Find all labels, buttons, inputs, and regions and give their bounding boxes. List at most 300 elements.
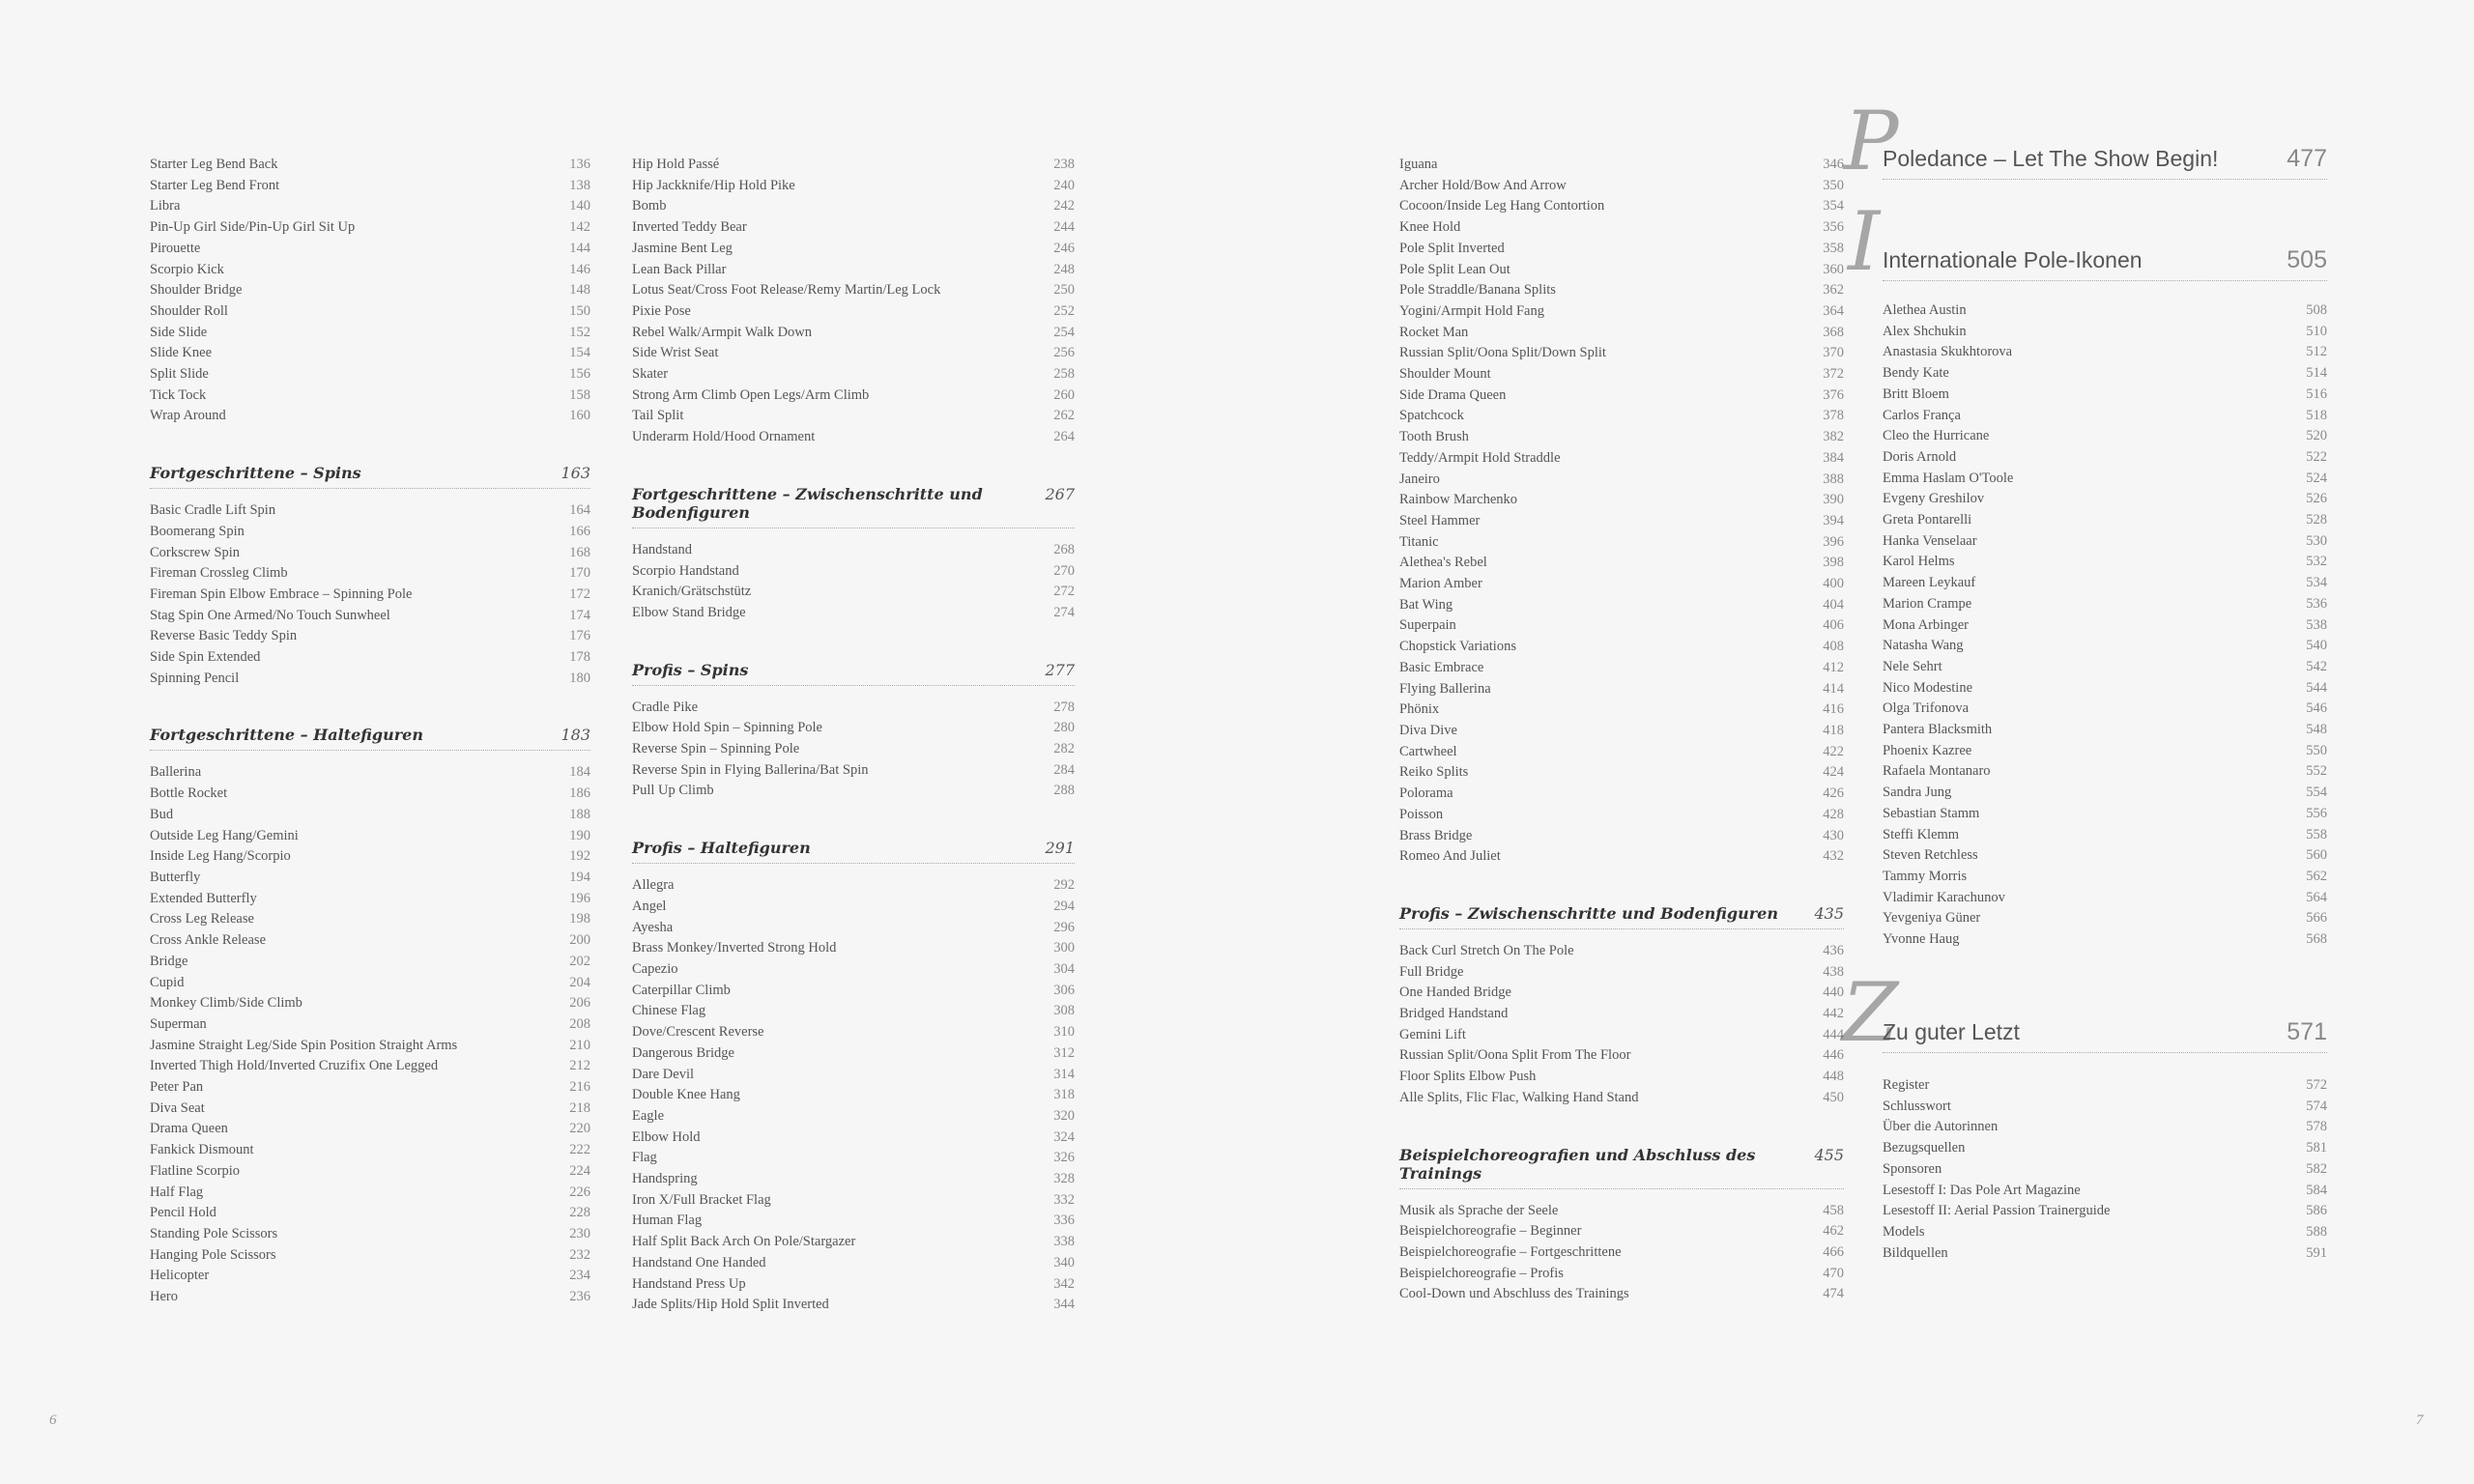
entry-title: Diva Dive (1399, 722, 1457, 738)
entry-title: Beispielchoreografie – Fortgeschrittene (1399, 1243, 1622, 1260)
entry-page: 554 (2306, 785, 2327, 801)
entry-page: 550 (2306, 742, 2327, 758)
entry-title: Tammy Morris (1883, 868, 1968, 884)
entry-title: Reverse Spin in Flying Ballerina/Bat Spin (632, 761, 869, 778)
entry-title: Monkey Climb/Side Climb (150, 995, 302, 1012)
chapter-heading (1883, 145, 2327, 180)
entry-page: 292 (1053, 877, 1075, 894)
entry-page: 208 (569, 1015, 590, 1032)
entry-page: 236 (569, 1289, 590, 1305)
toc-entry (632, 1022, 1075, 1043)
entry-title: Sebastian Stamm (1883, 805, 1980, 821)
entry-title: Helicopter (150, 1268, 210, 1284)
entry-page: 540 (2306, 638, 2327, 654)
entry-page: 224 (569, 1162, 590, 1179)
entry-list (1399, 155, 1844, 868)
toc-entry (150, 217, 590, 239)
entry-page: 474 (1823, 1286, 1844, 1302)
entry-title: Extended Butterfly (150, 890, 257, 906)
toc-entry (150, 260, 590, 281)
entry-page: 238 (1053, 157, 1075, 172)
toc-entry (1883, 867, 2327, 888)
toc-entry (632, 1253, 1075, 1274)
entry-title: Spatchcock (1399, 408, 1464, 424)
entry-page: 390 (1823, 492, 1844, 508)
entry-page: 564 (2306, 889, 2327, 905)
entry-title: Side Drama Queen (1399, 386, 1507, 403)
entry-page: 144 (569, 240, 590, 256)
entry-list (1399, 941, 1844, 1109)
entry-page: 458 (1823, 1202, 1844, 1218)
entry-page: 384 (1823, 449, 1844, 466)
entry-page: 212 (569, 1058, 590, 1074)
entry-page: 174 (569, 607, 590, 623)
entry-page: 470 (1823, 1265, 1844, 1281)
entry-title: Chopstick Variations (1399, 639, 1516, 655)
toc-entry (150, 1077, 590, 1099)
toc-entry (632, 582, 1075, 603)
entry-title: Scorpio Kick (150, 261, 224, 277)
toc-entry (150, 1203, 590, 1224)
entry-list (150, 155, 590, 427)
entry-page: 342 (1053, 1275, 1075, 1292)
entry-title: Corkscrew Spin (150, 544, 241, 560)
entry-title: Emma Haslam O'Toole (1883, 470, 2014, 486)
entry-page: 538 (2306, 616, 2327, 633)
entry-page: 340 (1053, 1254, 1075, 1270)
toc-entry (150, 364, 590, 385)
toc-entry (150, 1099, 590, 1120)
entry-page: 548 (2306, 722, 2327, 738)
toc-entry (1399, 280, 1844, 301)
entry-page: 360 (1823, 261, 1844, 277)
entry-page: 150 (569, 302, 590, 319)
toc-entry (1399, 470, 1844, 491)
entry-title: Handstand One Handed (632, 1254, 766, 1270)
entry-title: Cocoon/Inside Leg Hang Contortion (1399, 198, 1605, 214)
entry-title: Pull Up Climb (632, 783, 714, 799)
entry-title: Bridged Handstand (1399, 1006, 1509, 1022)
entry-page: 270 (1053, 562, 1075, 579)
toc-entry (1883, 300, 2327, 322)
entry-page: 568 (2306, 931, 2327, 948)
entry-page: 438 (1823, 963, 1844, 980)
entry-page: 450 (1823, 1089, 1844, 1105)
entry-title: Cool-Down und Abschluss des Trainings (1399, 1286, 1629, 1302)
toc-entry (150, 301, 590, 323)
section-page: 267 (1045, 484, 1075, 503)
entry-title: Rafaela Montanaro (1883, 763, 1991, 780)
entry-title: Cupid (150, 974, 185, 990)
entry-page: 466 (1823, 1243, 1844, 1260)
entry-title: Janeiro (1399, 471, 1440, 487)
entry-page: 308 (1053, 1003, 1075, 1019)
entry-page: 418 (1823, 722, 1844, 738)
entry-title: Mareen Leykauf (1883, 575, 1976, 591)
entry-title: Basic Embrace (1399, 659, 1484, 675)
entry-page: 192 (569, 848, 590, 865)
entry-title: Starter Leg Bend Back (150, 157, 278, 172)
toc-entry (632, 385, 1075, 407)
entry-page: 294 (1053, 898, 1075, 914)
toc-entry (632, 1001, 1075, 1022)
toc-entry (1883, 761, 2327, 783)
entry-title: Handstand (632, 541, 693, 557)
toc-entry (150, 196, 590, 217)
entry-page: 240 (1053, 177, 1075, 193)
toc-entry (632, 781, 1075, 802)
entry-title: Doris Arnold (1883, 448, 1957, 465)
entry-page: 406 (1823, 617, 1844, 634)
entry-title: Hero (150, 1289, 178, 1305)
entry-page: 262 (1053, 408, 1075, 424)
toc-section (632, 661, 1075, 803)
entry-title: Nele Sehrt (1883, 658, 1942, 674)
toc-entry (150, 1036, 590, 1057)
section-title: Fortgeschrittene – Zwischenschritte und Bodenfiguren (632, 484, 983, 522)
entry-title: Reverse Basic Teddy Spin (150, 628, 298, 644)
entry-title: Cross Leg Release (150, 911, 254, 928)
toc-column-1 (150, 155, 590, 1308)
entry-list (632, 698, 1075, 803)
entry-page: 582 (2306, 1160, 2327, 1177)
entry-title: Cartwheel (1399, 743, 1457, 759)
entry-page: 344 (1053, 1297, 1075, 1313)
entry-page: 260 (1053, 386, 1075, 403)
entry-title: Schlusswort (1883, 1098, 1951, 1114)
toc-entry (150, 762, 590, 784)
entry-title: Beispielchoreografie – Profis (1399, 1265, 1564, 1281)
entry-title: Alethea's Rebel (1399, 555, 1487, 571)
toc-entry (632, 1295, 1075, 1316)
entry-title: Eagle (632, 1107, 665, 1124)
toc-entry (1883, 699, 2327, 720)
entry-page: 194 (569, 869, 590, 885)
toc-entry (1883, 489, 2327, 510)
entry-title: Pencil Hold (150, 1205, 216, 1221)
toc-entry (632, 260, 1075, 281)
entry-page: 152 (569, 324, 590, 340)
entry-title: Alex Shchukin (1883, 323, 1967, 339)
entry-page: 272 (1053, 584, 1075, 600)
entry-title: Vladimir Karachunov (1883, 889, 2005, 905)
entry-title: Half Split Back Arch On Pole/Stargazer (632, 1234, 856, 1250)
toc-entry (1883, 510, 2327, 531)
toc-entry (1883, 929, 2327, 951)
entry-page: 250 (1053, 282, 1075, 299)
entry-page: 368 (1823, 324, 1844, 340)
entry-page: 186 (569, 785, 590, 802)
entry-page: 520 (2306, 428, 2327, 444)
entry-title: Hanka Venselaar (1883, 532, 1977, 549)
entry-page: 558 (2306, 826, 2327, 842)
entry-page: 220 (569, 1121, 590, 1137)
section-heading (1399, 904, 1844, 929)
toc-entry (1399, 595, 1844, 616)
toc-entry (150, 846, 590, 868)
section-page: 291 (1045, 839, 1075, 858)
entry-page: 146 (569, 261, 590, 277)
toc-entry (150, 585, 590, 606)
toc-section (1399, 904, 1844, 1109)
entry-page: 218 (569, 1099, 590, 1116)
toc-entry (1399, 962, 1844, 984)
toc-entry (632, 540, 1075, 561)
entry-title: Models (1883, 1223, 1925, 1240)
entry-title: Standing Pole Scissors (150, 1225, 278, 1241)
entry-page: 552 (2306, 763, 2327, 780)
entry-title: Handstand Press Up (632, 1275, 746, 1292)
toc-entry (1399, 260, 1844, 281)
toc-entry (632, 938, 1075, 959)
entry-page: 326 (1053, 1150, 1075, 1166)
section-page: 435 (1814, 903, 1844, 923)
entry-title: Reiko Splits (1399, 764, 1469, 781)
entry-page: 170 (569, 565, 590, 582)
entry-title: Scorpio Handstand (632, 562, 739, 579)
entry-page: 200 (569, 932, 590, 949)
entry-title: Diva Seat (150, 1099, 205, 1116)
toc-entry (632, 718, 1075, 739)
entry-list (150, 500, 590, 689)
entry-page: 586 (2306, 1203, 2327, 1219)
entry-title: Alethea Austin (1883, 302, 1967, 318)
toc-entry (150, 647, 590, 669)
entry-title: Sandra Jung (1883, 785, 1952, 801)
toc-entry (1883, 552, 2327, 573)
entry-page: 408 (1823, 639, 1844, 655)
toc-section (1399, 1146, 1844, 1306)
entry-title: Steffi Klemm (1883, 826, 1960, 842)
entry-title: Peter Pan (150, 1079, 204, 1096)
toc-entry (1399, 615, 1844, 637)
toc-entry (1883, 1222, 2327, 1243)
toc-entry (1399, 301, 1844, 323)
entry-page: 324 (1053, 1128, 1075, 1145)
toc-entry (150, 543, 590, 564)
entry-title: Pixie Pose (632, 302, 691, 319)
entry-page: 578 (2306, 1119, 2327, 1135)
entry-title: Allegra (632, 877, 675, 894)
entry-page: 508 (2306, 302, 2327, 318)
toc-section (150, 726, 590, 1307)
decorative-initial-p: P (1844, 94, 1899, 188)
entry-title: Fireman Crossleg Climb (150, 565, 288, 582)
entry-title: Skater (632, 366, 669, 383)
entry-title: Lotus Seat/Cross Foot Release/Remy Martin/Leg Lock (632, 282, 941, 299)
entry-page: 446 (1823, 1047, 1844, 1064)
toc-entry (1399, 217, 1844, 239)
toc-entry (1399, 490, 1844, 511)
entry-title: Back Curl Stretch On The Pole (1399, 942, 1574, 958)
entry-title: Side Spin Extended (150, 649, 261, 666)
entry-title: Cross Ankle Release (150, 932, 267, 949)
chapter-title: Poledance – Let The Show Begin! (1883, 146, 2219, 171)
toc-entry (1399, 1242, 1844, 1264)
entry-title: Side Wrist Seat (632, 345, 719, 361)
toc-entry (632, 959, 1075, 981)
entry-page: 204 (569, 974, 590, 990)
toc-entry (1883, 426, 2327, 447)
toc-entry (632, 1106, 1075, 1127)
toc-entry (150, 1140, 590, 1161)
entry-title: Archer Hold/Bow And Arrow (1399, 177, 1567, 193)
entry-page: 196 (569, 890, 590, 906)
entry-title: Pole Split Inverted (1399, 240, 1505, 256)
entry-title: Olga Trifonova (1883, 700, 1970, 717)
entry-title: Bomb (632, 198, 667, 214)
entry-page: 318 (1053, 1087, 1075, 1103)
entry-title: Split Slide (150, 366, 209, 383)
section-page: 163 (561, 464, 590, 483)
entry-page: 444 (1823, 1026, 1844, 1042)
entry-page: 206 (569, 995, 590, 1012)
entry-title: Strong Arm Climb Open Legs/Arm Climb (632, 386, 870, 403)
entry-page: 280 (1053, 720, 1075, 736)
entry-page: 376 (1823, 386, 1844, 403)
entry-page: 140 (569, 198, 590, 214)
entry-page: 232 (569, 1246, 590, 1263)
toc-entry (632, 760, 1075, 782)
toc-entry (1883, 1159, 2327, 1181)
entry-title: Mona Arbinger (1883, 616, 1969, 633)
entry-page: 226 (569, 1184, 590, 1200)
toc-entry (150, 385, 590, 407)
toc-entry (1399, 826, 1844, 847)
entry-page: 440 (1823, 985, 1844, 1001)
section-title: Beispielchoreografien und Abschluss des Trainings (1399, 1145, 1756, 1183)
entry-title: Superpain (1399, 617, 1456, 634)
entry-page: 398 (1823, 555, 1844, 571)
toc-entry (1399, 1264, 1844, 1285)
entry-page: 258 (1053, 366, 1075, 383)
entry-page: 378 (1823, 408, 1844, 424)
entry-page: 188 (569, 806, 590, 822)
entry-title: Hanging Pole Scissors (150, 1246, 276, 1263)
entry-page: 430 (1823, 827, 1844, 843)
toc-entry (1399, 1025, 1844, 1046)
entry-title: Anastasia Skukhtorova (1883, 344, 2013, 360)
entry-page: 356 (1823, 219, 1844, 236)
entry-page: 198 (569, 911, 590, 928)
toc-entry (632, 1043, 1075, 1065)
toc-entry (1883, 322, 2327, 343)
entry-title: Hip Jackknife/Hip Hold Pike (632, 177, 795, 193)
entry-page: 350 (1823, 177, 1844, 193)
entry-page: 274 (1053, 604, 1075, 620)
toc-entry (632, 1274, 1075, 1296)
entry-title: Half Flag (150, 1184, 204, 1200)
toc-section (150, 464, 590, 689)
entry-page: 264 (1053, 429, 1075, 445)
toc-entry (632, 364, 1075, 385)
entry-page: 148 (569, 282, 590, 299)
toc-column-3 (1399, 155, 1844, 1305)
toc-entry (1399, 448, 1844, 470)
entry-page: 534 (2306, 575, 2327, 591)
entry-title: Reverse Spin – Spinning Pole (632, 741, 800, 757)
section-page: 277 (1045, 660, 1075, 679)
toc-entry (1399, 1221, 1844, 1242)
toc-entry (1883, 845, 2327, 867)
entry-title: Carlos França (1883, 407, 1961, 423)
entry-title: Lesestoff I: Das Pole Art Magazine (1883, 1182, 2081, 1198)
entry-title: Dare Devil (632, 1066, 695, 1082)
entry-page: 436 (1823, 942, 1844, 958)
entry-page: 244 (1053, 219, 1075, 236)
entry-title: Yvonne Haug (1883, 931, 1960, 948)
entry-title: Beispielchoreografie – Beginner (1399, 1223, 1582, 1240)
entry-title: Brass Bridge (1399, 827, 1473, 843)
entry-title: Ballerina (150, 764, 202, 781)
toc-entry (150, 669, 590, 690)
toc-entry (150, 155, 590, 176)
entry-title: Elbow Hold Spin – Spinning Pole (632, 720, 822, 736)
entry-title: Elbow Stand Bridge (632, 604, 746, 620)
entry-page: 346 (1823, 157, 1844, 172)
entry-page: 248 (1053, 261, 1075, 277)
toc-entry (150, 1119, 590, 1140)
toc-entry (1399, 1201, 1844, 1222)
entry-title: Yogini/Armpit Hold Fang (1399, 302, 1544, 319)
entry-title: Poisson (1399, 806, 1444, 822)
entry-page: 310 (1053, 1024, 1075, 1041)
entry-title: Human Flag (632, 1213, 703, 1229)
toc-entry (1399, 427, 1844, 448)
entry-title: Dove/Crescent Reverse (632, 1024, 764, 1041)
entry-title: Rebel Walk/Armpit Walk Down (632, 324, 813, 340)
toc-entry (632, 875, 1075, 897)
decorative-initial-i: I (1848, 194, 1881, 289)
entry-title: Inverted Thigh Hold/Inverted Cruzifix One Legged (150, 1058, 439, 1074)
entry-title: Tooth Brush (1399, 429, 1469, 445)
entry-page: 228 (569, 1205, 590, 1221)
entry-page: 320 (1053, 1107, 1075, 1124)
toc-entry (150, 626, 590, 647)
entry-page: 370 (1823, 345, 1844, 361)
entry-page: 166 (569, 523, 590, 539)
toc-entry (1399, 1004, 1844, 1025)
entry-page: 284 (1053, 761, 1075, 778)
entry-title: Pole Split Lean Out (1399, 261, 1510, 277)
toc-entry (150, 500, 590, 522)
section-heading (150, 726, 590, 751)
toc-entry (150, 239, 590, 260)
entry-page: 362 (1823, 282, 1844, 299)
entry-title: Flatline Scorpio (150, 1162, 241, 1179)
section-heading (632, 661, 1075, 686)
entry-title: Floor Splits Elbow Push (1399, 1069, 1537, 1085)
entry-title: Greta Pontarelli (1883, 512, 1972, 528)
toc-entry (632, 897, 1075, 918)
toc-entry (1883, 1075, 2327, 1097)
entry-page: 332 (1053, 1191, 1075, 1208)
toc-entry (632, 739, 1075, 760)
toc-entry (632, 155, 1075, 176)
entry-title: Jade Splits/Hip Hold Split Inverted (632, 1297, 829, 1313)
toc-entry (632, 1065, 1075, 1086)
entry-page: 180 (569, 670, 590, 686)
entry-title: Fankick Dismount (150, 1142, 254, 1158)
entry-title: Lesestoff II: Aerial Passion Trainerguide (1883, 1203, 2111, 1219)
entry-title: Bildquellen (1883, 1244, 1948, 1261)
entry-page: 160 (569, 408, 590, 424)
entry-list (632, 155, 1075, 448)
toc-entry (632, 1232, 1075, 1253)
entry-title: Knee Hold (1399, 219, 1461, 236)
toc-entry (1883, 406, 2327, 427)
entry-page: 546 (2306, 700, 2327, 717)
